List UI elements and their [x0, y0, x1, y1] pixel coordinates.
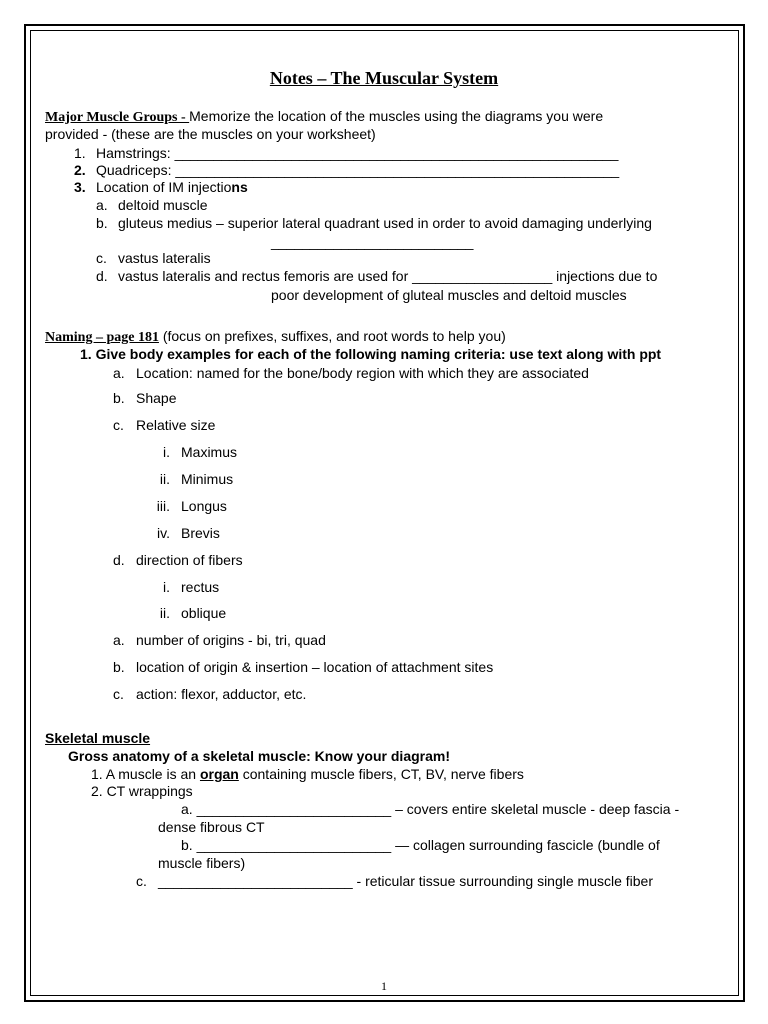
naming-d-i-label: i. [163, 579, 170, 595]
page-title: Notes – The Muscular System [269, 68, 499, 88]
major-item-3 [96, 179, 248, 196]
skeletal-point-1 [91, 766, 524, 783]
naming-d-i: rectus [181, 579, 220, 595]
major-sub-a: deltoid muscle [118, 197, 208, 213]
skeletal-gross-anatomy: Gross anatomy of a skeletal muscle: Know your diagram! [68, 748, 450, 764]
wrapping-b: b. _________________________ — collagen surrounding fascicle (bundle of [181, 837, 660, 853]
naming-b2: location of origin & insertion – location of attachment sites [136, 659, 494, 675]
naming-c-label: c. [113, 417, 124, 433]
page-number: 1 [381, 979, 387, 993]
skeletal-point-2: 2. CT wrappings [91, 783, 193, 799]
major-sub-c-label: c. [96, 250, 107, 266]
major-sub-b-blank: __________________________ [271, 234, 474, 250]
major-sub-b: gluteus medius – superior lateral quadrant used in order to avoid damaging underlying [118, 215, 652, 231]
major-sub-b-label: b. [96, 215, 108, 231]
naming-heading-line [45, 328, 506, 346]
major-item-2-number: 2. [74, 162, 86, 178]
naming-a: Location: named for the bone/body region with which they are associated [136, 365, 589, 381]
naming-c-i-label: i. [163, 444, 170, 460]
major-heading: Major Muscle Groups - [45, 110, 190, 125]
naming-d-ii: oblique [181, 605, 227, 621]
naming-c-iv-label: iv. [157, 525, 170, 541]
naming-c-i: Maximus [181, 444, 238, 460]
wrapping-c: _________________________ - reticular tissue surrounding single muscle fiber [158, 873, 654, 889]
naming-question-1: 1. Give body examples for each of the following naming criteria: use text along with ppt [80, 346, 662, 362]
major-item-3-number: 3. [74, 179, 86, 195]
naming-a-label: a. [113, 365, 125, 381]
naming-c2: action: flexor, adductor, etc. [136, 686, 307, 702]
wrapping-a: a. _________________________ – covers entire skeletal muscle - deep fascia - [181, 801, 680, 817]
naming-a2: number of origins - bi, tri, quad [136, 632, 326, 648]
major-sub-d-continued: poor development of gluteal muscles and deltoid muscles [271, 287, 627, 303]
naming-c: Relative size [136, 417, 216, 433]
major-item-3-bold: ns [231, 179, 248, 195]
major-sub-c: vastus lateralis [118, 250, 211, 266]
naming-c-iii-label: iii. [156, 498, 170, 514]
major-intro-line-1 [45, 108, 603, 126]
major-item-2: Quadriceps: _________________________________________________________ [96, 162, 620, 178]
major-sub-a-label: a. [96, 197, 108, 213]
major-item-1: Hamstrings: _________________________________________________________ [96, 145, 619, 161]
naming-d-ii-label: ii. [159, 605, 170, 621]
skeletal-point-1-text: 1. A muscle is an [91, 766, 200, 782]
naming-intro: (focus on prefixes, suffixes, and root words to help you) [158, 328, 506, 344]
naming-b2-label: b. [113, 659, 125, 675]
major-sub-d: vastus lateralis and rectus femoris are used for __________________ injections due to [118, 268, 658, 284]
skeletal-heading: Skeletal muscle [45, 730, 151, 746]
naming-c-ii: Minimus [181, 471, 234, 487]
naming-c2-label: c. [113, 686, 124, 702]
naming-c-ii-label: ii. [159, 471, 170, 487]
major-item-3-text: Location of IM injectio [96, 179, 232, 195]
naming-b-label: b. [113, 390, 125, 406]
naming-a2-label: a. [113, 632, 125, 648]
naming-c-iv: Brevis [181, 525, 220, 541]
major-sub-d-label: d. [96, 268, 108, 284]
major-intro: Memorize the location of the muscles using the diagrams you were [189, 108, 604, 124]
skeletal-point-1-rest: containing muscle fibers, CT, BV, nerve fibers [238, 766, 524, 782]
naming-d-label: d. [113, 552, 125, 568]
wrapping-b-continued: muscle fibers) [158, 855, 246, 871]
major-item-1-number: 1. [74, 145, 86, 161]
major-intro-line-2: provided - (these are the muscles on your worksheet) [45, 126, 376, 142]
naming-d: direction of fibers [136, 552, 243, 568]
naming-heading: Naming – page 181 [45, 330, 159, 345]
skeletal-point-1-organ: organ [199, 766, 239, 782]
wrapping-a-continued: dense fibrous CT [158, 819, 265, 835]
wrapping-c-label: c. [136, 873, 147, 889]
naming-b: Shape [136, 390, 177, 406]
naming-c-iii: Longus [181, 498, 227, 514]
